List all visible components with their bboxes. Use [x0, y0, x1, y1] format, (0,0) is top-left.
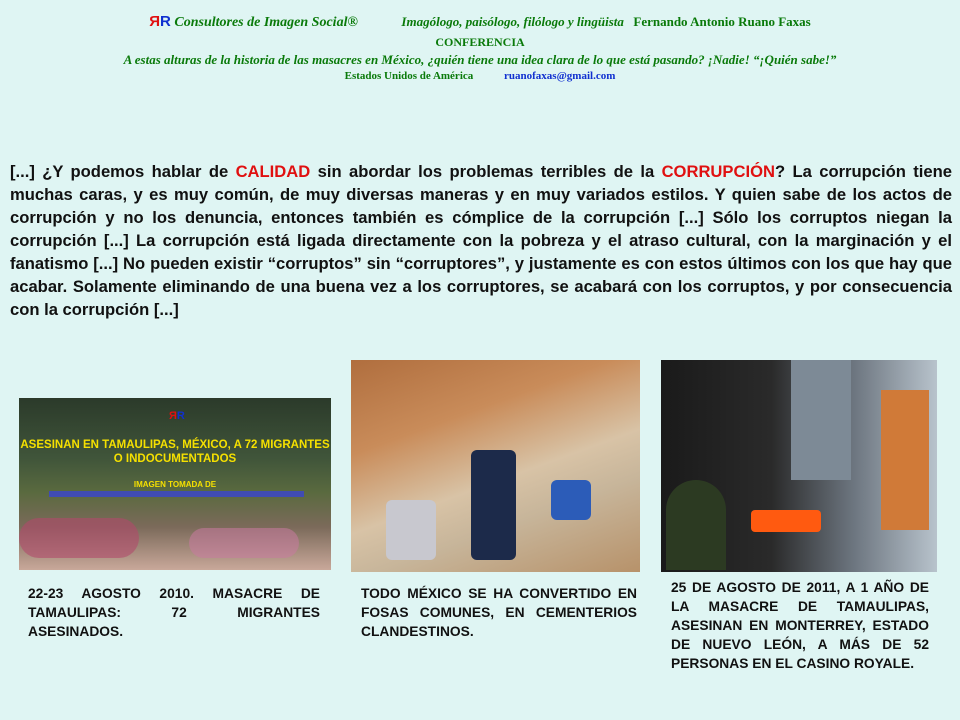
- photo-source-link: [49, 491, 304, 497]
- quote-highlight-corrupcion: CORRUPCIÓN: [661, 162, 775, 181]
- photo-detail: [881, 390, 929, 530]
- quote-highlight-calidad: CALIDAD: [235, 162, 311, 181]
- email-link[interactable]: ruanofaxas@gmail.com: [504, 70, 616, 82]
- quote-text-2: sin abordar los problemas terribles de la: [310, 162, 662, 181]
- author-role: Imagólogo, paisólogo, filólogo y lingüista: [401, 14, 624, 29]
- photo-detail: [791, 360, 851, 480]
- quote-text-1: [...] ¿Y podemos hablar de: [10, 162, 236, 181]
- photo-overlay-source: IMAGEN TOMADA DE: [133, 480, 217, 489]
- photo-detail: [386, 500, 436, 560]
- event-label: CONFERENCIA: [435, 35, 525, 49]
- header-line-1: [0, 13, 960, 31]
- photo-casino-fire: [661, 360, 937, 572]
- photo-detail: [189, 528, 299, 558]
- photo-logo-r-reversed: Я: [169, 410, 177, 422]
- tagline: A estas alturas de la historia de las masacres en México, ¿quién tiene una idea clara de lo que está pasando? ¡Nadie! “¡Quién sabe!”: [123, 52, 837, 67]
- contact-line: [0, 70, 960, 82]
- caption-photo-3: 25 DE AGOSTO DE 2011, A 1 AÑO DE LA MASACRE DE TAMAULIPAS, ASESINAN EN MONTERREY, ESTADO DE NUEVO LEÓN, A MÁS DE 52 PERSONAS EN EL CASINO ROYALE.: [671, 580, 929, 671]
- photo-logo: [169, 410, 185, 422]
- logo-letter-r: R: [160, 13, 171, 30]
- photo-detail: [751, 510, 821, 532]
- photo-detail: [666, 480, 726, 570]
- photo-detail: [471, 450, 516, 560]
- photo-mass-grave: [351, 360, 640, 572]
- quote-paragraph: [10, 160, 952, 321]
- photo-detail: [19, 518, 139, 558]
- author-name: Fernando Antonio Ruano Faxas: [633, 14, 811, 29]
- photo-detail: [551, 480, 591, 520]
- country: Estados Unidos de América: [344, 70, 474, 82]
- quote-text-3: ? La corrupción tiene muchas caras, y es muy común, de muy diversas maneras y en muy variados estilos. Y quien sabe de los actos de corrupción y no los denuncia, entonces también es cómplice de la corrupción [...] Sólo los corruptos niegan la corrupción [...] La corrupción está ligada directamente con la pobreza y el atraso cultural, con la marginación y el fanatismo [...] No pueden existir “corruptos” sin “corruptores”, y justamente es con estos últimos con los que hay que acabar. Solamente eliminando de una buena vez a los corruptores, se acabará con los corruptos, y por consecuencia con la corrupción [...]: [10, 162, 952, 319]
- caption-photo-1: 22-23 AGOSTO 2010. MASACRE DE TAMAULIPAS: 72 MIGRANTES ASESINADOS.: [28, 586, 320, 639]
- photo-tamaulipas-massacre: [19, 398, 331, 570]
- firm-name: Consultores de Imagen Social®: [174, 15, 358, 30]
- caption-photo-2: TODO MÉXICO SE HA CONVERTIDO EN FOSAS COMUNES, EN CEMENTERIOS CLANDESTINOS.: [361, 586, 637, 639]
- logo-letter-r-reversed: Я: [149, 13, 161, 30]
- photo-overlay-title: ASESINAN EN TAMAULIPAS, MÉXICO, A 72 MIGRANTES O INDOCUMENTADOS: [20, 439, 330, 465]
- photo-logo-r: R: [176, 410, 185, 422]
